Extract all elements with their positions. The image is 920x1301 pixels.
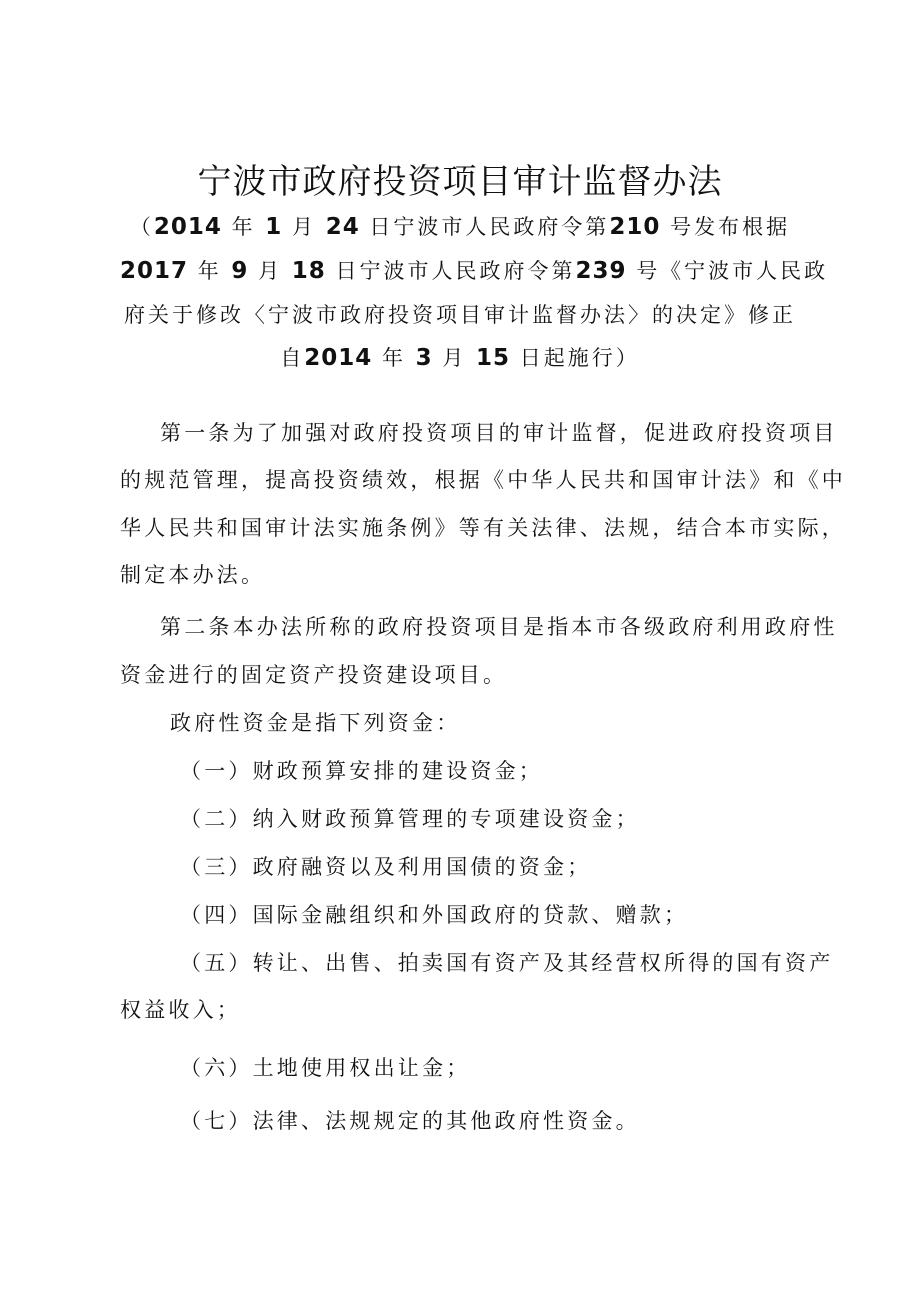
subtitle-day: 15 (476, 345, 511, 371)
subtitle-text: 自 (280, 346, 305, 370)
subtitle-text: 月 (258, 259, 283, 283)
subtitle-text: 年 (231, 215, 256, 239)
fund-item-6: （六）土地使用权出让金； (180, 1056, 471, 1080)
subtitle-line-4 (120, 343, 800, 373)
subtitle-month: 1 (265, 214, 283, 240)
subtitle-text: 日宁波市人民政府令第 (369, 215, 610, 239)
fund-item-3: （三）政府融资以及利用国债的资金； (180, 855, 592, 879)
article-2-line: 第二条本办法所称的政府投资项目是指本市各级政府利用政府性 (160, 615, 838, 639)
subtitle-text: 日宁波市人民政府令第 (335, 259, 576, 283)
article-2-line: 资金进行的固定资产投资建设项目。 (120, 663, 508, 687)
fund-item-5-line-1: （五）转让、出售、拍卖国有资产及其经营权所得的国有资产 (180, 951, 834, 975)
funds-intro: 政府性资金是指下列资金： (170, 711, 461, 735)
article-1-line: 制定本办法。 (120, 563, 266, 587)
subtitle-text: 月 (292, 215, 316, 239)
subtitle-day: 18 (291, 258, 326, 284)
subtitle-month: 3 (415, 345, 433, 371)
subtitle-line-2 (120, 256, 829, 286)
subtitle-order-number: 210 (609, 214, 661, 240)
subtitle-line-3: 府关于修改〈宁波市政府投资项目审计监督办法〉的决定》修正 (124, 303, 796, 327)
subtitle-year: 2017 (120, 258, 189, 284)
subtitle-text: 号《宁波市人民政 (636, 259, 829, 283)
article-1-line: 的规范管理，提高投资绩效，根据《中华人民共和国审计法》和《中 (120, 468, 846, 492)
subtitle-year: 2014 (304, 345, 373, 371)
subtitle-text: 号发布根据 (670, 215, 791, 239)
document-title: 宁波市政府投资项目审计监督办法 (197, 162, 723, 202)
subtitle-order-number: 239 (575, 258, 627, 284)
fund-item-7: （七）法律、法规规定的其他政府性资金。 (180, 1109, 640, 1133)
article-1-line: 第一条为了加强对政府投资项目的审计监督，促进政府投资项目 (160, 421, 838, 445)
subtitle-year: 2014 (153, 214, 222, 240)
fund-item-2: （二）纳入财政预算管理的专项建设资金； (180, 807, 640, 831)
subtitle-text: 年 (197, 259, 222, 283)
subtitle-text: 年 (381, 346, 406, 370)
fund-item-1: （一）财政预算安排的建设资金； (180, 759, 543, 783)
fund-item-4: （四）国际金融组织和外国政府的贷款、赠款； (180, 903, 689, 927)
subtitle-text: 月 (442, 346, 467, 370)
subtitle-month: 9 (231, 258, 249, 284)
subtitle-text: 日起施行） (519, 346, 640, 370)
subtitle-day: 24 (325, 214, 360, 240)
article-1-line: 华人民共和国审计法实施条例》等有关法律、法规，结合本市实际， (120, 516, 846, 540)
subtitle-text: （ (129, 215, 154, 239)
subtitle-line-1 (120, 212, 800, 242)
fund-item-5-line-2: 权益收入； (120, 998, 241, 1022)
